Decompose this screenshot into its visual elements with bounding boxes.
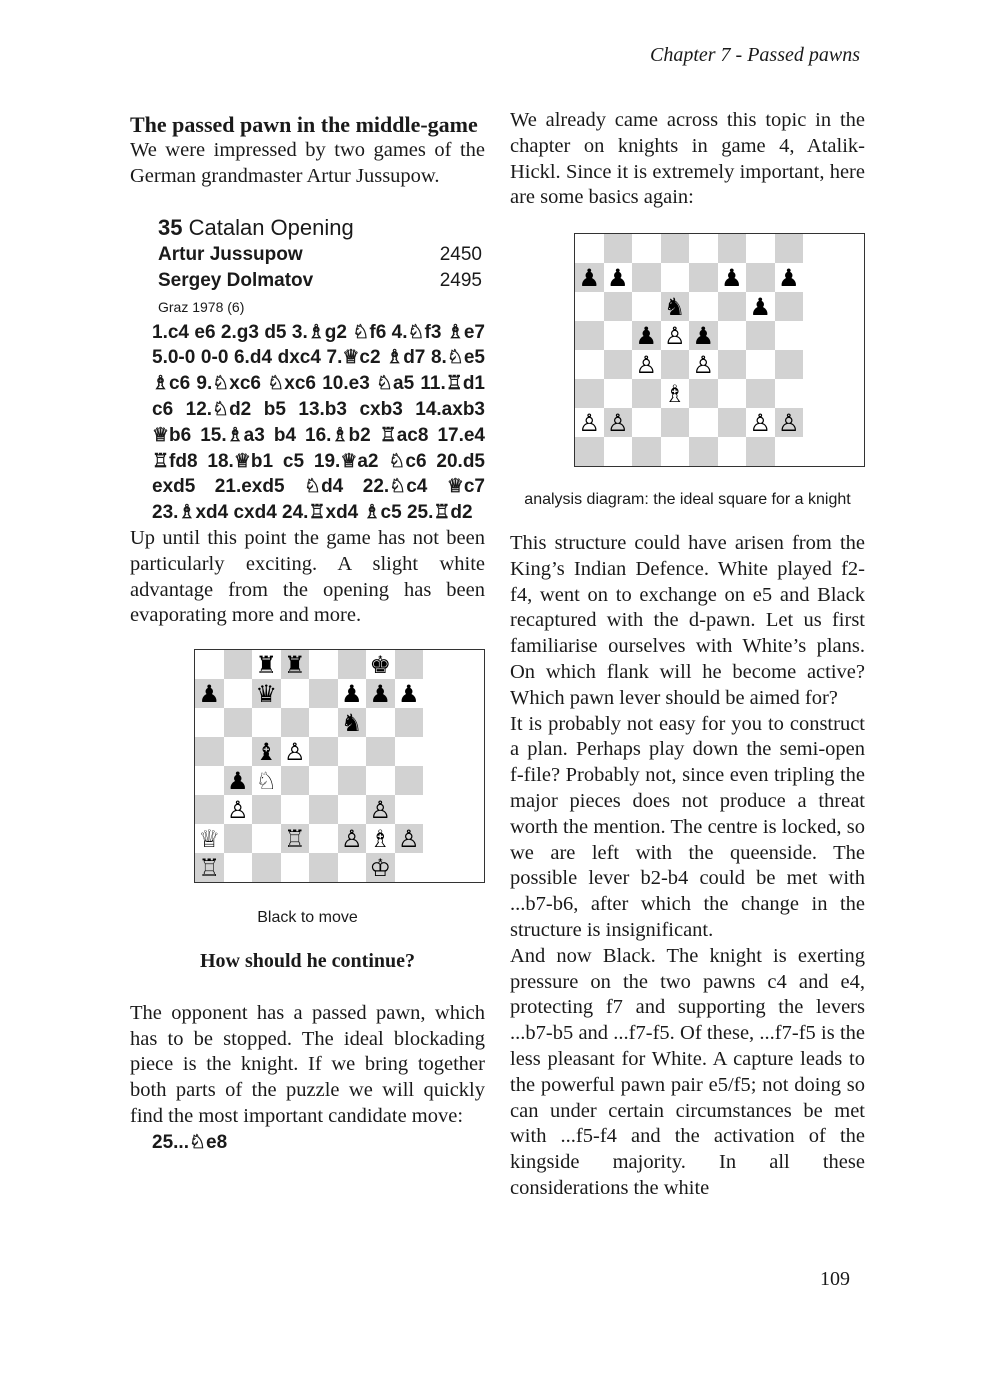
- board-square: [252, 795, 281, 824]
- board-square: [195, 708, 224, 737]
- board-square: [281, 737, 310, 766]
- board-square: [338, 766, 367, 795]
- board-square: [338, 650, 367, 679]
- board-square: [252, 679, 281, 708]
- board-square: [632, 263, 661, 292]
- chess-piece-icon: ♟: [635, 321, 657, 350]
- chess-piece-icon: ♝: [255, 737, 277, 766]
- board-square: [775, 350, 804, 379]
- board-square: [309, 650, 338, 679]
- event-info: Graz 1978 (6): [158, 298, 245, 315]
- white-player-rating: 2450: [439, 243, 482, 265]
- right-column: [510, 108, 865, 1202]
- board-square: [746, 321, 775, 350]
- board-square: [775, 292, 804, 321]
- board-square: [281, 766, 310, 795]
- board-square: [395, 650, 424, 679]
- board-square: [575, 379, 604, 408]
- board-square: [338, 824, 367, 853]
- black-player-name: Sergey Dolmatov: [158, 269, 314, 291]
- board-square: [718, 234, 747, 263]
- board-square: [338, 708, 367, 737]
- board-square: [661, 321, 690, 350]
- board-square: [224, 650, 253, 679]
- chess-piece-icon: ♙: [397, 824, 420, 853]
- board-square: [689, 408, 718, 437]
- board-square: [309, 853, 338, 882]
- board-square: [366, 708, 395, 737]
- board-square: [604, 321, 633, 350]
- chess-piece-icon: ♜: [283, 650, 306, 679]
- board-square: [718, 263, 747, 292]
- board-square: [689, 350, 718, 379]
- board-square: [632, 292, 661, 321]
- board-square: [338, 737, 367, 766]
- chess-piece-icon: ♙: [340, 824, 363, 853]
- chess-piece-icon: ♟: [340, 679, 363, 708]
- board-square: [746, 408, 775, 437]
- paragraph: It is probably not easy for you to construct a plan. Perhaps play down the semi-open f-file? Probably not, since even tripling the major pieces does not produce a threat worth the mention. The centre is locked, so we are left with the queenside. The possible lever b2-b4 could be met with ...b7-b6, after which the change in the structure is insignificant.: [510, 712, 865, 941]
- board-square: [689, 379, 718, 408]
- chess-piece-icon: ♙: [777, 408, 800, 437]
- board-square: [632, 234, 661, 263]
- page-number: 109: [820, 1268, 850, 1290]
- board-square: [575, 350, 604, 379]
- board-square: [281, 795, 310, 824]
- board-square: [366, 679, 395, 708]
- board-square: [689, 263, 718, 292]
- board-square: [252, 650, 281, 679]
- board-square: [224, 708, 253, 737]
- board-square: [746, 234, 775, 263]
- board-square: [604, 292, 633, 321]
- board-square: [689, 437, 718, 466]
- board-square: [746, 437, 775, 466]
- chess-piece-icon: ♟: [777, 263, 800, 292]
- chess-piece-icon: ♕: [198, 824, 220, 853]
- board-square: [252, 766, 281, 795]
- board-square: [252, 853, 281, 882]
- chess-piece-icon: ♟: [369, 679, 391, 708]
- board-square: [604, 234, 633, 263]
- opening-name: Catalan Opening: [188, 214, 354, 240]
- board-square: [718, 321, 747, 350]
- chess-piece-icon: ♟: [720, 263, 743, 292]
- paragraph: Up until this point the game has not been particularly exciting. A slight white advantage from the opening has been evaporating more and more.: [130, 526, 485, 627]
- board-square: [661, 379, 690, 408]
- board-square: [775, 437, 804, 466]
- game-number: 35: [158, 214, 183, 240]
- board-square: [689, 292, 718, 321]
- board-square: [775, 234, 804, 263]
- board-square: [309, 766, 338, 795]
- board-square: [632, 350, 661, 379]
- board-square: [395, 766, 424, 795]
- chess-piece-icon: ♗: [663, 379, 686, 408]
- board-square: [632, 321, 661, 350]
- board-square: [281, 824, 310, 853]
- chapter-header: Chapter 7 - Passed pawns: [650, 44, 860, 66]
- board-square: [309, 679, 338, 708]
- board-square: [632, 408, 661, 437]
- board-square: [775, 408, 804, 437]
- board-square: [718, 350, 747, 379]
- board-square: [661, 408, 690, 437]
- chess-piece-icon: ♟: [749, 292, 771, 321]
- board-square: [195, 853, 224, 882]
- board-square: [224, 853, 253, 882]
- chess-piece-icon: ♙: [606, 408, 629, 437]
- board-square: [224, 766, 253, 795]
- board-square: [575, 234, 604, 263]
- chess-piece-icon: ♜: [255, 650, 277, 679]
- board-square: [395, 708, 424, 737]
- board-square: [252, 737, 281, 766]
- board-square: [746, 263, 775, 292]
- board-square: [395, 853, 424, 882]
- chess-piece-icon: ♔: [369, 853, 391, 882]
- board-square: [746, 379, 775, 408]
- chess-piece-icon: ♖: [283, 824, 306, 853]
- board-square: [775, 263, 804, 292]
- board-square: [224, 795, 253, 824]
- board-square: [661, 234, 690, 263]
- board-square: [689, 234, 718, 263]
- board-square: [252, 824, 281, 853]
- board-square: [575, 263, 604, 292]
- board-square: [195, 679, 224, 708]
- chess-piece-icon: ♞: [663, 292, 686, 321]
- chess-piece-icon: ♚: [369, 650, 391, 679]
- chess-piece-icon: ♟: [578, 263, 600, 292]
- board-square: [775, 321, 804, 350]
- chess-piece-icon: ♙: [226, 795, 249, 824]
- board-square: [604, 379, 633, 408]
- move-list: 1.c4 e6 2.g3 d5 3.♗g2 ♘f6 4.♘f3 ♗e7 5.0-0 0-0 6.d4 dxc4 7.♕c2 ♗d7 8.♘e5 ♗c6 9.♘xc6 ♘xc6 10.e3 ♘a5 11.♖d1 c6 12.♘d2 b5 13.b3 cxb3 14.axb3 ♕b6 15.♗a3 b4 16.♗b2 ♖ac8 17.e4 ♖fd8 18.♕b1 c5 19.♕a2 ♘c6 20.d5 exd5 21.exd5 ♘d4 22.♘c4 ♕c7 23.♗xd4 cxd4 24.♖xd4 ♗c5 25.♖d2: [152, 321, 485, 524]
- chess-piece-icon: ♟: [692, 321, 714, 350]
- board-square: [718, 379, 747, 408]
- board-square: [575, 321, 604, 350]
- board-square: [195, 766, 224, 795]
- chess-piece-icon: ♘: [255, 766, 277, 795]
- chess-diagram: [194, 649, 485, 883]
- board-square: [366, 650, 395, 679]
- paragraph: And now Black. The knight is exerting pressure on the two pawns c4 and e4, protecting f7 and supporting the levers ...b7-b5 and ...f7-f5. Of these, ...f7-f5 is the less pleasant for White. A capture leads to the powerful pawn pair e5/f5; not doing so can under certain circumstances be met with ...f5-f4 and the activation of the kingside majority. In all these considerations the white: [510, 944, 865, 1199]
- white-player-name: Artur Jussupow: [158, 243, 303, 265]
- board-square: [309, 795, 338, 824]
- board-square: [366, 766, 395, 795]
- board-square: [604, 437, 633, 466]
- board-square: [575, 408, 604, 437]
- board-square: [309, 708, 338, 737]
- board-square: [689, 321, 718, 350]
- board-square: [252, 708, 281, 737]
- diagram-question: How should he continue?: [199, 949, 416, 972]
- chess-piece-icon: ♟: [226, 766, 249, 795]
- chess-piece-icon: ♙: [663, 321, 686, 350]
- board-square: [366, 824, 395, 853]
- board-square: [395, 824, 424, 853]
- board-square: [604, 263, 633, 292]
- game-header: [158, 214, 482, 320]
- intro-paragraph: We were impressed by two games of the German grandmaster Artur Jussupow.: [130, 139, 485, 187]
- board-square: [575, 292, 604, 321]
- chess-piece-icon: ♙: [692, 350, 714, 379]
- board-square: [395, 795, 424, 824]
- chess-piece-icon: ♟: [397, 679, 420, 708]
- board-square: [195, 795, 224, 824]
- final-move: 25...♘e8: [152, 1131, 228, 1153]
- board-square: [604, 350, 633, 379]
- board-square: [395, 737, 424, 766]
- chess-piece-icon: ♖: [198, 853, 220, 882]
- board-square: [195, 650, 224, 679]
- board-square: [338, 795, 367, 824]
- game-title: [158, 214, 482, 242]
- board-square: [309, 737, 338, 766]
- board-square: [366, 853, 395, 882]
- board-square: [224, 679, 253, 708]
- board-square: [395, 679, 424, 708]
- chess-diagram: [574, 233, 865, 467]
- board-square: [661, 437, 690, 466]
- board-square: [195, 737, 224, 766]
- chess-piece-icon: ♙: [635, 350, 657, 379]
- board-square: [661, 263, 690, 292]
- left-column: [130, 108, 485, 1156]
- paragraph: The opponent has a passed pawn, which has to be stopped. The ideal blockading piece is the knight. If we bring together both parts of the puzzle we will quickly find the most important candidate move:: [130, 1001, 485, 1127]
- board-square: [281, 679, 310, 708]
- board-square: [746, 292, 775, 321]
- board-square: [281, 650, 310, 679]
- board-square: [746, 350, 775, 379]
- board-square: [224, 737, 253, 766]
- board-square: [281, 708, 310, 737]
- board-square: [718, 437, 747, 466]
- board-square: [718, 292, 747, 321]
- board-square: [575, 437, 604, 466]
- board-square: [338, 853, 367, 882]
- board-square: [224, 824, 253, 853]
- diagram-caption: Black to move: [257, 909, 358, 927]
- board-square: [775, 379, 804, 408]
- board-square: [366, 737, 395, 766]
- board-square: [366, 795, 395, 824]
- section-title: The passed pawn in the middle-game: [130, 112, 478, 137]
- chess-piece-icon: ♙: [283, 737, 306, 766]
- chess-piece-icon: ♙: [369, 795, 391, 824]
- chess-piece-icon: ♟: [198, 679, 220, 708]
- chess-piece-icon: ♟: [606, 263, 629, 292]
- chess-piece-icon: ♙: [578, 408, 600, 437]
- board-square: [281, 853, 310, 882]
- board-square: [718, 408, 747, 437]
- paragraph: We already came across this topic in the chapter on knights in game 4, Atalik-Hickl. Since it is extremely important, here are some basics again:: [510, 109, 865, 209]
- board-square: [604, 408, 633, 437]
- chess-piece-icon: ♞: [340, 708, 363, 737]
- white-player: [158, 242, 482, 268]
- board-square: [338, 679, 367, 708]
- board-square: [632, 437, 661, 466]
- black-player-rating: 2495: [439, 269, 482, 291]
- chess-piece-icon: ♙: [749, 408, 771, 437]
- board-square: [632, 379, 661, 408]
- chess-piece-icon: ♛: [255, 679, 277, 708]
- board-square: [195, 824, 224, 853]
- board-square: [309, 824, 338, 853]
- board-square: [661, 350, 690, 379]
- chess-piece-icon: ♗: [369, 824, 391, 853]
- paragraph: This structure could have arisen from the King’s Indian Defence. White played f2-f4, went on to exchange on e5 and Black recaptured with the d-pawn. Let us first familiarise ourselves with White’s plans. On which flank will he become active? Which pawn lever should be aimed for?: [510, 531, 865, 709]
- diagram-caption: analysis diagram: the ideal square for a knight: [524, 491, 851, 509]
- black-player: [158, 268, 482, 294]
- board-square: [661, 292, 690, 321]
